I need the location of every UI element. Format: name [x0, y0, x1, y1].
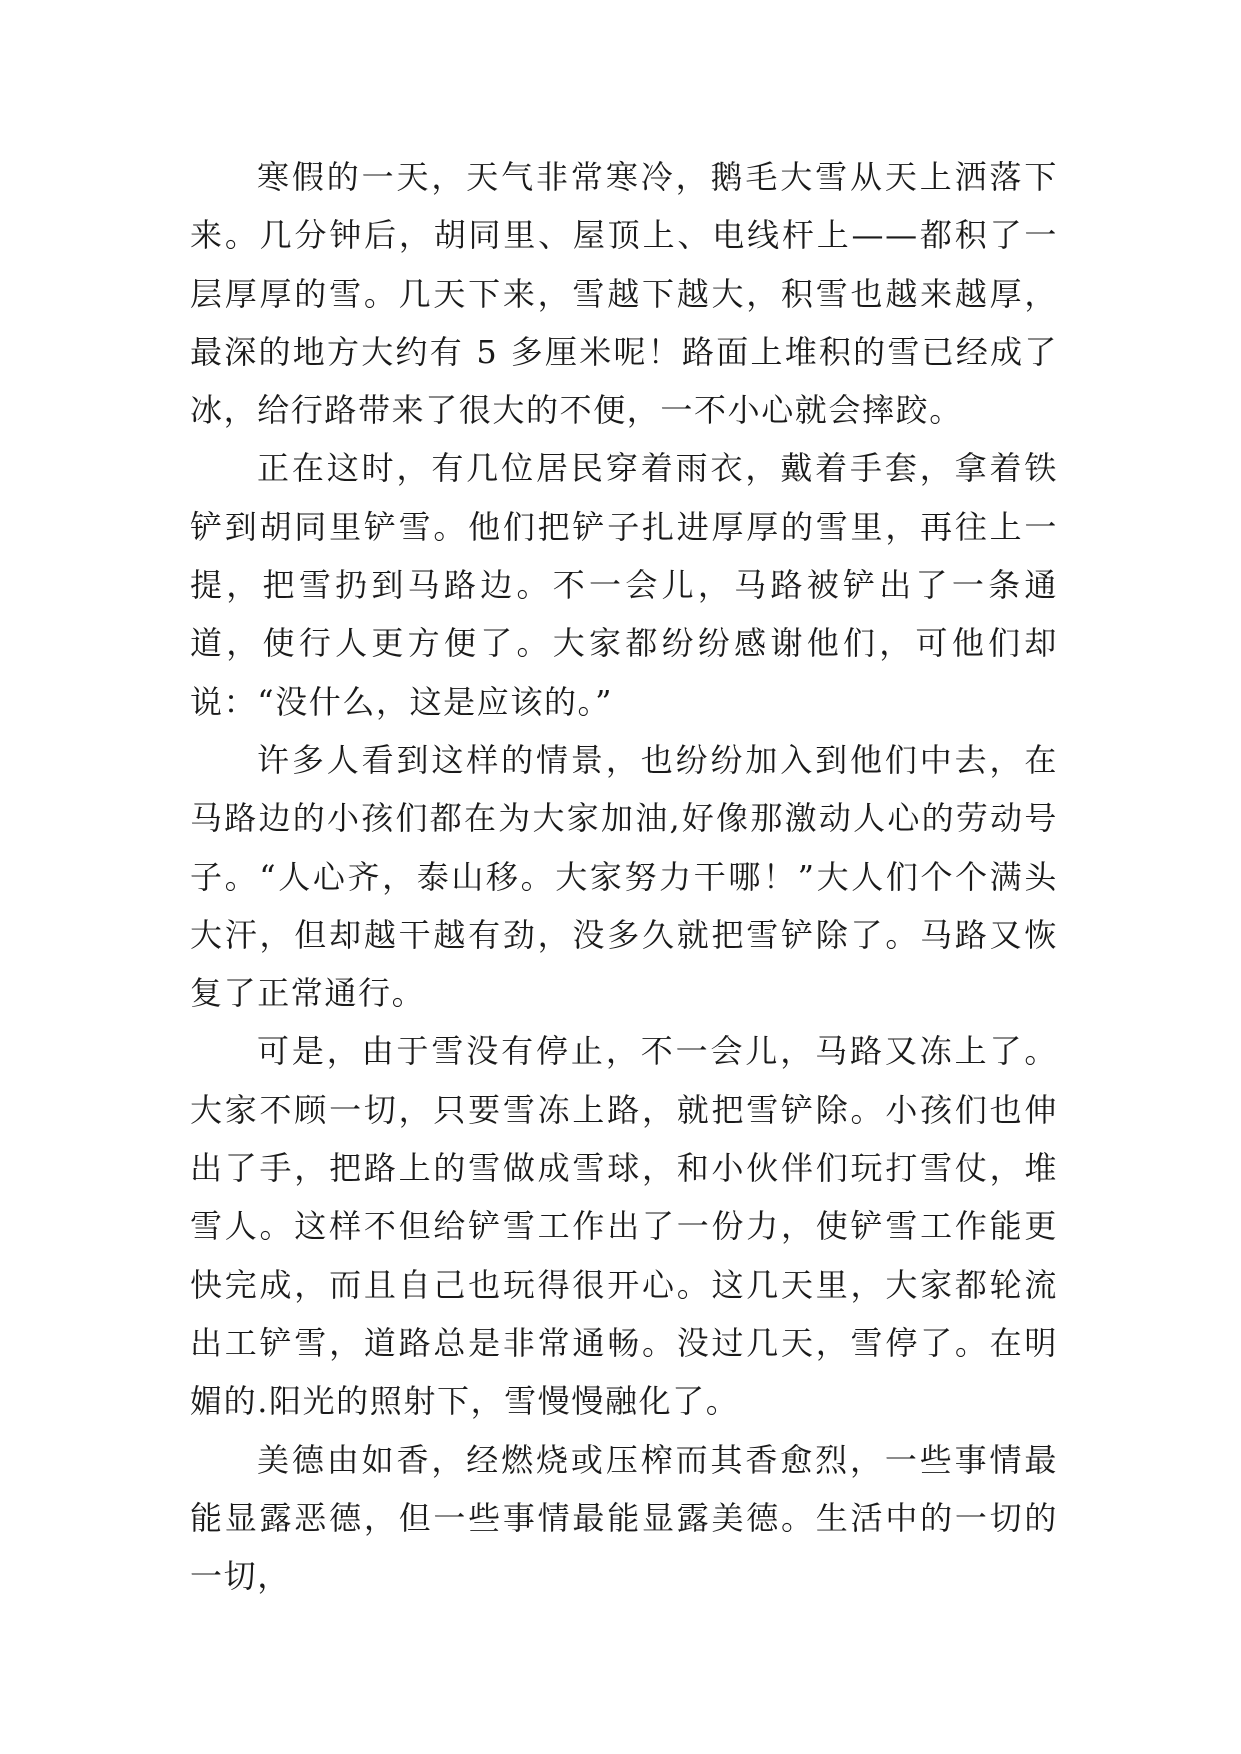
essay-body	[190, 148, 1058, 1605]
paragraph-4: 可是，由于雪没有停止，不一会儿，马路又冻上了。大家不顾一切，只要雪冻上路，就把雪铲除。小孩们也伸出了手，把路上的雪做成雪球，和小伙伴们玩打雪仗，堆雪人。这样不但给铲雪工作出了一份力，使铲雪工作能更快完成，而且自己也玩得很开心。这几天里，大家都轮流出工铲雪，道路总是非常通畅。没过几天，雪停了。在明媚的.阳光的照射下，雪慢慢融化了。	[190, 1032, 1058, 1421]
paragraph-1: 寒假的一天，天气非常寒冷，鹅毛大雪从天上洒落下来。几分钟后，胡同里、屋顶上、电线杆上——都积了一层厚厚的雪。几天下来，雪越下越大，积雪也越来越厚，最深的地方大约有 5 多厘米呢！路面上堆积的雪已经成了冰，给行路带来了很大的不便，一不小心就会摔跤。	[190, 158, 1058, 430]
paragraph-2: 正在这时，有几位居民穿着雨衣，戴着手套，拿着铁铲到胡同里铲雪。他们把铲子扎进厚厚的雪里，再往上一提，把雪扔到马路边。不一会儿，马路被铲出了一条通道，使行人更方便了。大家都纷纷感谢他们，可他们却说：“没什么，这是应该的。”	[190, 449, 1058, 721]
paragraph-5: 美德由如香，经燃烧或压榨而其香愈烈，一些事情最能显露恶德，但一些事情最能显露美德。生活中的一切的一切，	[190, 1440, 1058, 1596]
paragraph-3: 许多人看到这样的情景，也纷纷加入到他们中去，在马路边的小孩们都在为大家加油,好像那激动人心的劳动号子。“人心齐，泰山移。大家努力干哪！”大人们个个满头大汗，但却越干越有劲，没多久就把雪铲除了。马路又恢复了正常通行。	[190, 740, 1058, 1013]
